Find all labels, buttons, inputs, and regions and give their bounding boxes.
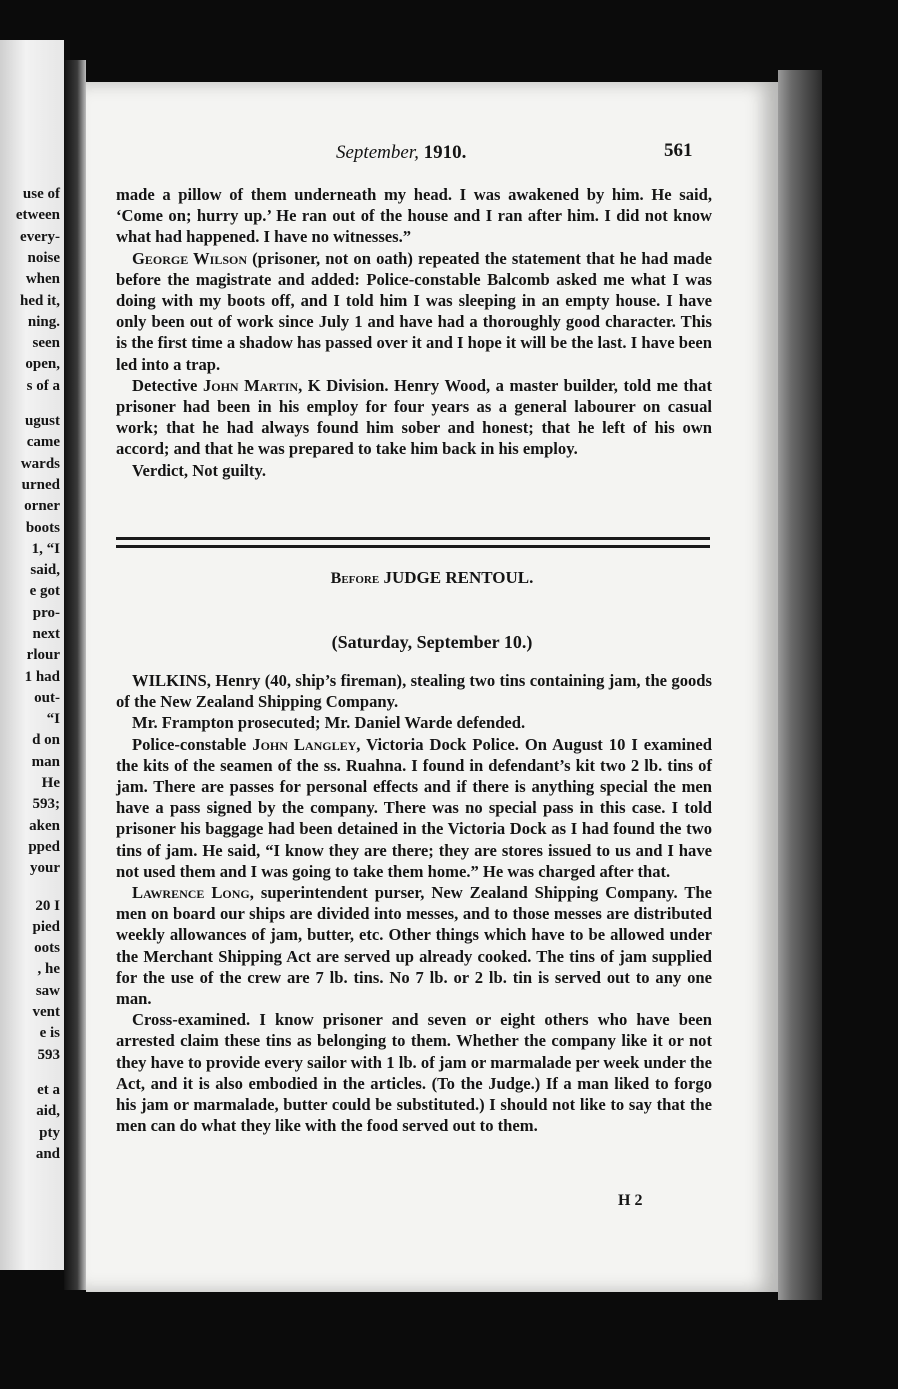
date-heading: (Saturday, September 10.) xyxy=(331,632,533,652)
person-name: George Wilson xyxy=(132,248,247,268)
left-page-fragment: e got xyxy=(29,583,60,599)
left-page-fragment: etween xyxy=(15,207,60,223)
court-heading xyxy=(86,568,778,588)
page-number: 561 xyxy=(664,140,693,161)
running-head-month: September, xyxy=(336,142,419,163)
court-heading-before: Before xyxy=(330,570,380,587)
section-rule-thick xyxy=(116,537,710,540)
left-page-fragment: out- xyxy=(34,690,60,706)
left-page-fragment: et a xyxy=(37,1082,60,1098)
case-heading: WILKINS, Henry (40, ship’s fireman), stealing two tins containing jam, the goods of the New Zealand Shipping Company. xyxy=(116,671,712,712)
left-page-fragment: use of xyxy=(22,186,60,202)
person-name: Lawrence Long xyxy=(132,883,250,903)
left-page-fragment: vent xyxy=(32,1004,60,1020)
text-block-upper xyxy=(116,184,712,481)
paragraph: Mr. Frampton prosecuted; Mr. Daniel Warde defended. xyxy=(132,713,526,733)
left-page-fragment: your xyxy=(30,860,60,876)
left-page-fragment: hed it, xyxy=(19,293,60,309)
paragraph xyxy=(116,882,712,1009)
running-head-year: 1910. xyxy=(423,142,467,163)
left-page-fragment: He xyxy=(41,775,60,791)
left-page-fragment: orner xyxy=(24,498,60,514)
left-page-fragment: e is xyxy=(39,1025,60,1041)
left-page-fragment: s of a xyxy=(26,378,60,394)
paragraph-text: (prisoner, not on oath) repeated the statement that he had made before the magistrate and added: Police-constable Balcomb asked me what I was doing with my boots off, and I told him I was sleeping in an empty house. I have only been out of work since July 1 and have had a thoroughly good character. This is the first time a shadow has passed over it and I hope it will be the last. I have been led into a trap. xyxy=(116,248,712,374)
paragraph xyxy=(116,248,712,375)
paragraph: made a pillow of them underneath my head. I was awakened by him. He said, ‘Come on; hurry up.’ He ran out of the house and I ran after him. I did not know what had happened. I have no witnesses.” xyxy=(116,185,712,247)
folio-signature: H 2 xyxy=(618,1192,643,1209)
left-page-fragment: d on xyxy=(32,732,60,748)
left-page-fragment: pied xyxy=(32,919,60,935)
verdict: Verdict, Not guilty. xyxy=(132,460,266,480)
paragraph-text: , Victoria Dock Police. On August 10 I examined the kits of the seamen of the ss. Ruahna. I found in defendant’s kit two 2 lb. tins of jam. There are passes for personal effects and if there is anything special the men have a pass signed by the company. There was no special pass in this case. I told prisoner his baggage had been detained in the Victoria Dock as I had found the two tins of jam. He said, “I know they are there; they are stores issued to us and I have not used them and I was going to take them home.” He was charged after that. xyxy=(116,734,712,881)
paragraph-text: Police-constable xyxy=(132,734,253,754)
person-name: John Langley xyxy=(252,734,357,754)
left-page-fragment: 593; xyxy=(32,796,60,812)
left-page-fragment: and xyxy=(35,1146,60,1162)
left-page-fragment: noise xyxy=(27,250,60,266)
left-page-fragment: every- xyxy=(20,229,60,245)
left-page-fragment: open, xyxy=(25,356,60,372)
left-page-fragment: 593 xyxy=(37,1047,60,1063)
left-page-fragment: seen xyxy=(32,335,60,351)
paragraph-text: Detective xyxy=(132,375,203,395)
text-block-lower xyxy=(116,670,712,1136)
left-page-fragment: pty xyxy=(39,1125,60,1141)
left-page-fragment: wards xyxy=(20,456,60,472)
paragraph xyxy=(116,375,712,460)
left-page-fragment: saw xyxy=(35,983,60,999)
left-page-fragment: aken xyxy=(29,818,60,834)
paragraph xyxy=(116,734,712,882)
court-heading-judge: JUDGE RENTOUL. xyxy=(383,568,534,587)
left-page-fragment: 20 I xyxy=(35,898,60,914)
section-rule-thin xyxy=(116,545,710,548)
page-edge-shadow xyxy=(778,70,822,1300)
running-head xyxy=(336,142,466,164)
left-page-fragment: urned xyxy=(21,477,60,493)
left-page-fragment: when xyxy=(25,271,60,287)
left-page-fragment: pro- xyxy=(32,605,60,621)
book-gutter xyxy=(64,60,86,1290)
left-page-margin xyxy=(0,40,64,1270)
left-page-fragment: came xyxy=(26,434,60,450)
page-header xyxy=(86,142,778,168)
left-page-fragment: 1 had xyxy=(24,669,60,685)
left-page-fragment: pped xyxy=(28,839,60,855)
left-page-fragment: next xyxy=(32,626,60,642)
left-page-fragment: 1, “I xyxy=(31,541,60,557)
left-page-fragment: said, xyxy=(30,562,60,578)
paragraph: Cross-examined. I know prisoner and seven or eight others who have been arrested claim these tins as belonging to them. Whether the company like it or not they have to provide every sailor with 1 lb. of jam or marmalade per week under the Act, and it is also embodied in the articles. (To the Judge.) If a man liked to forgo his jam or marmalade, butter could be substituted.) I should not like to say that the men can do what they like with the food served out to them. xyxy=(116,1010,712,1136)
book-page xyxy=(86,82,778,1292)
left-page-fragment: oots xyxy=(34,940,60,956)
left-page-fragment: rlour xyxy=(26,647,60,663)
left-page-fragment: , he xyxy=(37,961,60,977)
left-page-fragment: ning. xyxy=(27,314,60,330)
left-page-fragment: aid, xyxy=(36,1103,60,1119)
person-name: John Martin xyxy=(202,375,299,395)
left-page-fragment: man xyxy=(31,754,60,770)
paragraph-text: , K Division. Henry Wood, a master builder, told me that prisoner had been in his employ for four years as a general labourer on casual work; that he had always found him sober and honest; that he left of his own accord; and that he was prepared to take him back in his employ. xyxy=(116,375,712,459)
left-page-fragment: boots xyxy=(25,520,60,536)
left-page-fragment: ugust xyxy=(24,413,60,429)
left-page-fragment: “I xyxy=(46,711,60,727)
paragraph-text: , superintendent purser, New Zealand Shipping Company. The men on board our ships are divided into messes, and to those messes are distributed weekly allowances of jam, butter, etc. Other things which have to be allowed under the Merchant Shipping Act are served up already cooked. The tins of jam supplied for the use of the crew are 7 lb. tins. No 7 lb. or 2 lb. tin is served out to any one man. xyxy=(116,883,712,1009)
